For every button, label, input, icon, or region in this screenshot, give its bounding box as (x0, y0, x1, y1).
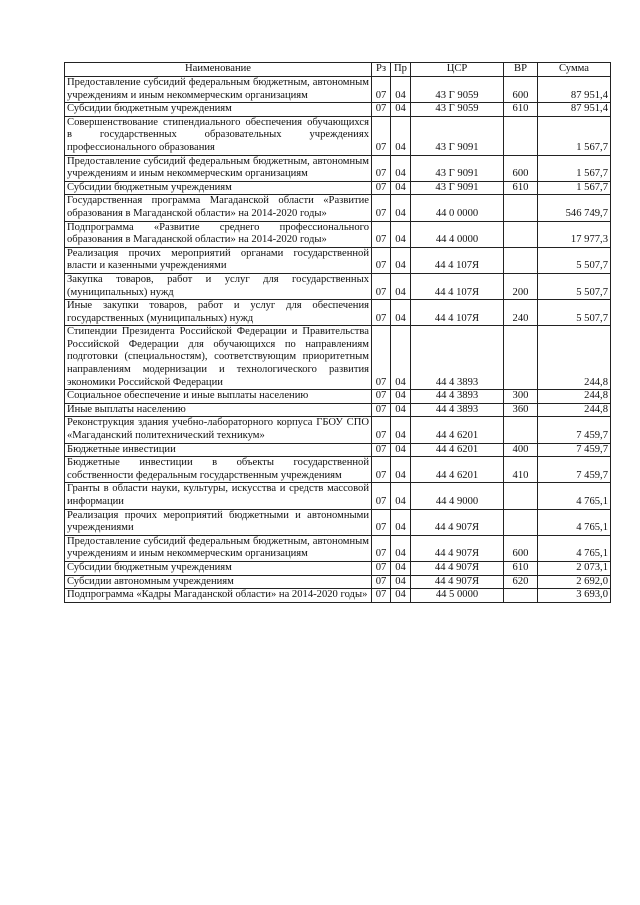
row-pr: 04 (391, 221, 411, 247)
row-sum: 5 507,7 (538, 273, 611, 299)
table-row (65, 390, 611, 404)
row-name-text: Субсидии бюджетным учреждениям (67, 181, 232, 193)
row-name (65, 221, 372, 247)
row-csr: 44 4 107Я (411, 247, 504, 273)
table-row (65, 116, 611, 155)
row-pr: 04 (391, 443, 411, 457)
row-vr: 610 (504, 103, 538, 117)
row-rz: 07 (372, 443, 391, 457)
row-csr: 44 4 907Я (411, 509, 504, 535)
row-name-text: Государственная программа Магаданской области «Развитие образования в Магаданской области» на 2014-2020 годы» (67, 195, 369, 219)
row-rz: 07 (372, 103, 391, 117)
row-csr: 43 Г 9091 (411, 116, 504, 155)
row-rz: 07 (372, 483, 391, 509)
row-csr: 44 4 907Я (411, 561, 504, 575)
row-sum: 87 951,4 (538, 103, 611, 117)
row-sum: 244,8 (538, 390, 611, 404)
header-pr: Пр (391, 63, 411, 77)
row-csr: 44 4 9000 (411, 483, 504, 509)
row-vr: 410 (504, 457, 538, 483)
row-pr: 04 (391, 457, 411, 483)
row-name-text: Реализация прочих мероприятий бюджетными и автономными учреждениями (67, 509, 369, 534)
row-name-text: Субсидии бюджетным учреждениям (67, 103, 232, 115)
row-pr: 04 (391, 300, 411, 326)
row-csr: 43 Г 9091 (411, 181, 504, 195)
row-pr: 04 (391, 155, 411, 181)
row-sum: 1 567,7 (538, 155, 611, 181)
row-name-text: Субсидии бюджетным учреждениям (67, 561, 232, 573)
row-vr (504, 589, 538, 603)
row-rz: 07 (372, 417, 391, 443)
row-csr: 44 4 0000 (411, 221, 504, 247)
row-vr: 400 (504, 443, 538, 457)
table-row (65, 273, 611, 299)
row-rz: 07 (372, 116, 391, 155)
row-csr: 44 4 107Я (411, 300, 504, 326)
row-pr: 04 (391, 103, 411, 117)
header-name: Наименование (65, 63, 372, 77)
row-name-text: Иные выплаты населению (67, 403, 186, 415)
row-sum: 7 459,7 (538, 417, 611, 443)
row-name (65, 403, 372, 417)
table-row (65, 155, 611, 181)
row-vr (504, 509, 538, 535)
row-name (65, 273, 372, 299)
row-vr (504, 326, 538, 390)
row-vr: 240 (504, 300, 538, 326)
row-rz: 07 (372, 221, 391, 247)
row-vr (504, 116, 538, 155)
header-csr: ЦСР (411, 63, 504, 77)
row-rz: 07 (372, 181, 391, 195)
row-name (65, 561, 372, 575)
row-rz: 07 (372, 247, 391, 273)
table-row (65, 77, 611, 103)
row-sum: 4 765,1 (538, 535, 611, 561)
table-row (65, 103, 611, 117)
row-sum: 1 567,7 (538, 181, 611, 195)
table-row (65, 403, 611, 417)
row-sum: 3 693,0 (538, 589, 611, 603)
row-name (65, 390, 372, 404)
row-name (65, 443, 372, 457)
row-name-text: Бюджетные инвестиции в объекты государственной собственности федеральным государственным учреждениям (67, 457, 369, 481)
row-csr: 44 4 3893 (411, 403, 504, 417)
row-csr: 44 5 0000 (411, 589, 504, 603)
row-name (65, 300, 372, 326)
row-pr: 04 (391, 77, 411, 103)
row-sum: 4 765,1 (538, 483, 611, 509)
table-row (65, 300, 611, 326)
row-vr: 600 (504, 77, 538, 103)
row-rz: 07 (372, 155, 391, 181)
row-name-text: Гранты в области науки, культуры, искусства и средств массовой информации (67, 483, 369, 507)
row-rz: 07 (372, 326, 391, 390)
row-vr: 200 (504, 273, 538, 299)
table-row (65, 509, 611, 535)
row-name-text: Стипендии Президента Российской Федерации и Правительства Российской Федерации для обучающихся по направлениям подготовки (специальностям), соответствующим приоритетным направлениям модернизации и технологического развития экономики Российской Федерации (67, 326, 369, 388)
table-row (65, 483, 611, 509)
row-name-text: Субсидии автономным учреждениям (67, 575, 234, 587)
row-name (65, 77, 372, 103)
row-rz: 07 (372, 273, 391, 299)
row-pr: 04 (391, 509, 411, 535)
row-name (65, 575, 372, 589)
row-name-text: Закупка товаров, работ и услуг для государственных (муниципальных) нужд (67, 273, 369, 298)
row-pr: 04 (391, 561, 411, 575)
row-pr: 04 (391, 589, 411, 603)
row-name (65, 181, 372, 195)
row-pr: 04 (391, 116, 411, 155)
row-pr: 04 (391, 575, 411, 589)
row-vr: 610 (504, 561, 538, 575)
row-sum: 5 507,7 (538, 300, 611, 326)
row-pr: 04 (391, 181, 411, 195)
header-sum: Сумма (538, 63, 611, 77)
row-sum: 2 073,1 (538, 561, 611, 575)
table-row (65, 589, 611, 603)
row-name-text: Бюджетные инвестиции (67, 443, 176, 455)
row-sum: 7 459,7 (538, 443, 611, 457)
row-name-text: Реконструкция здания учебно-лабораторного корпуса ГБОУ СПО «Магаданский политехнический техникум» (67, 417, 369, 442)
table-row (65, 575, 611, 589)
table-row (65, 535, 611, 561)
table-row (65, 561, 611, 575)
row-csr: 44 4 6201 (411, 417, 504, 443)
row-name-text: Реализация прочих мероприятий органами государственной власти и казенными учреждениями (67, 247, 369, 272)
row-name (65, 457, 372, 483)
row-rz: 07 (372, 195, 391, 221)
table-row (65, 221, 611, 247)
table-row (65, 417, 611, 443)
row-rz: 07 (372, 535, 391, 561)
table-header-row (65, 63, 611, 77)
row-vr: 610 (504, 181, 538, 195)
row-sum: 5 507,7 (538, 247, 611, 273)
row-rz: 07 (372, 403, 391, 417)
row-vr: 600 (504, 155, 538, 181)
row-csr: 44 4 6201 (411, 443, 504, 457)
row-pr: 04 (391, 195, 411, 221)
row-pr: 04 (391, 326, 411, 390)
row-rz: 07 (372, 300, 391, 326)
row-name (65, 195, 372, 221)
row-csr: 44 4 107Я (411, 273, 504, 299)
row-sum: 244,8 (538, 326, 611, 390)
row-pr: 04 (391, 390, 411, 404)
row-name (65, 417, 372, 443)
row-csr: 44 4 907Я (411, 535, 504, 561)
row-csr: 43 Г 9091 (411, 155, 504, 181)
row-name-text: Иные закупки товаров, работ и услуг для обеспечения государственных (муниципальных) нужд (67, 300, 369, 324)
row-rz: 07 (372, 589, 391, 603)
row-csr: 43 Г 9059 (411, 77, 504, 103)
row-sum: 17 977,3 (538, 221, 611, 247)
row-pr: 04 (391, 403, 411, 417)
row-name-text: Подпрограмма «Развитие среднего профессионального образования в Магаданской области» на 2014-2020 годы» (67, 221, 369, 246)
row-name (65, 509, 372, 535)
row-vr (504, 483, 538, 509)
header-rz: Рз (372, 63, 391, 77)
row-vr: 600 (504, 535, 538, 561)
row-vr: 360 (504, 403, 538, 417)
row-sum: 4 765,1 (538, 509, 611, 535)
row-name-text: Социальное обеспечение и иные выплаты населению (67, 390, 309, 402)
row-vr (504, 247, 538, 273)
row-name (65, 535, 372, 561)
row-sum: 87 951,4 (538, 77, 611, 103)
row-sum: 1 567,7 (538, 116, 611, 155)
row-vr: 300 (504, 390, 538, 404)
table-row (65, 326, 611, 390)
row-rz: 07 (372, 77, 391, 103)
row-name (65, 103, 372, 117)
row-name (65, 483, 372, 509)
row-sum: 7 459,7 (538, 457, 611, 483)
row-sum: 2 692,0 (538, 575, 611, 589)
table-row (65, 443, 611, 457)
row-csr: 44 4 3893 (411, 326, 504, 390)
row-csr: 44 4 3893 (411, 390, 504, 404)
row-vr (504, 417, 538, 443)
row-sum: 546 749,7 (538, 195, 611, 221)
table-row (65, 457, 611, 483)
row-csr: 44 4 907Я (411, 575, 504, 589)
row-rz: 07 (372, 509, 391, 535)
row-name (65, 116, 372, 155)
row-rz: 07 (372, 575, 391, 589)
row-name-text: Подпрограмма «Кадры Магаданской области» на 2014-2020 годы» (67, 589, 368, 601)
budget-table (64, 62, 611, 603)
row-name-text: Предоставление субсидий федеральным бюджетным, автономным учреждениям и иным некоммерческим организациям (67, 535, 369, 560)
row-sum: 244,8 (538, 403, 611, 417)
table-row (65, 195, 611, 221)
row-vr: 620 (504, 575, 538, 589)
row-csr: 44 0 0000 (411, 195, 504, 221)
row-name-text: Предоставление субсидий федеральным бюджетным, автономным учреждениям и иным некоммерческим организациям (67, 77, 369, 101)
row-name-text: Предоставление субсидий федеральным бюджетным, автономным учреждениям и иным некоммерческим организациям (67, 155, 369, 180)
row-pr: 04 (391, 483, 411, 509)
row-name (65, 247, 372, 273)
row-rz: 07 (372, 561, 391, 575)
row-name-text: Совершенствование стипендиального обеспечения обучающихся в государственных образовательных учреждениях профессионального образования (67, 116, 369, 153)
row-csr: 44 4 6201 (411, 457, 504, 483)
row-name (65, 589, 372, 603)
row-name (65, 326, 372, 390)
table-row (65, 181, 611, 195)
header-vr: ВР (504, 63, 538, 77)
row-name (65, 155, 372, 181)
row-vr (504, 195, 538, 221)
row-csr: 43 Г 9059 (411, 103, 504, 117)
row-pr: 04 (391, 247, 411, 273)
row-vr (504, 221, 538, 247)
row-pr: 04 (391, 273, 411, 299)
row-rz: 07 (372, 457, 391, 483)
row-pr: 04 (391, 417, 411, 443)
row-rz: 07 (372, 390, 391, 404)
row-pr: 04 (391, 535, 411, 561)
table-row (65, 247, 611, 273)
